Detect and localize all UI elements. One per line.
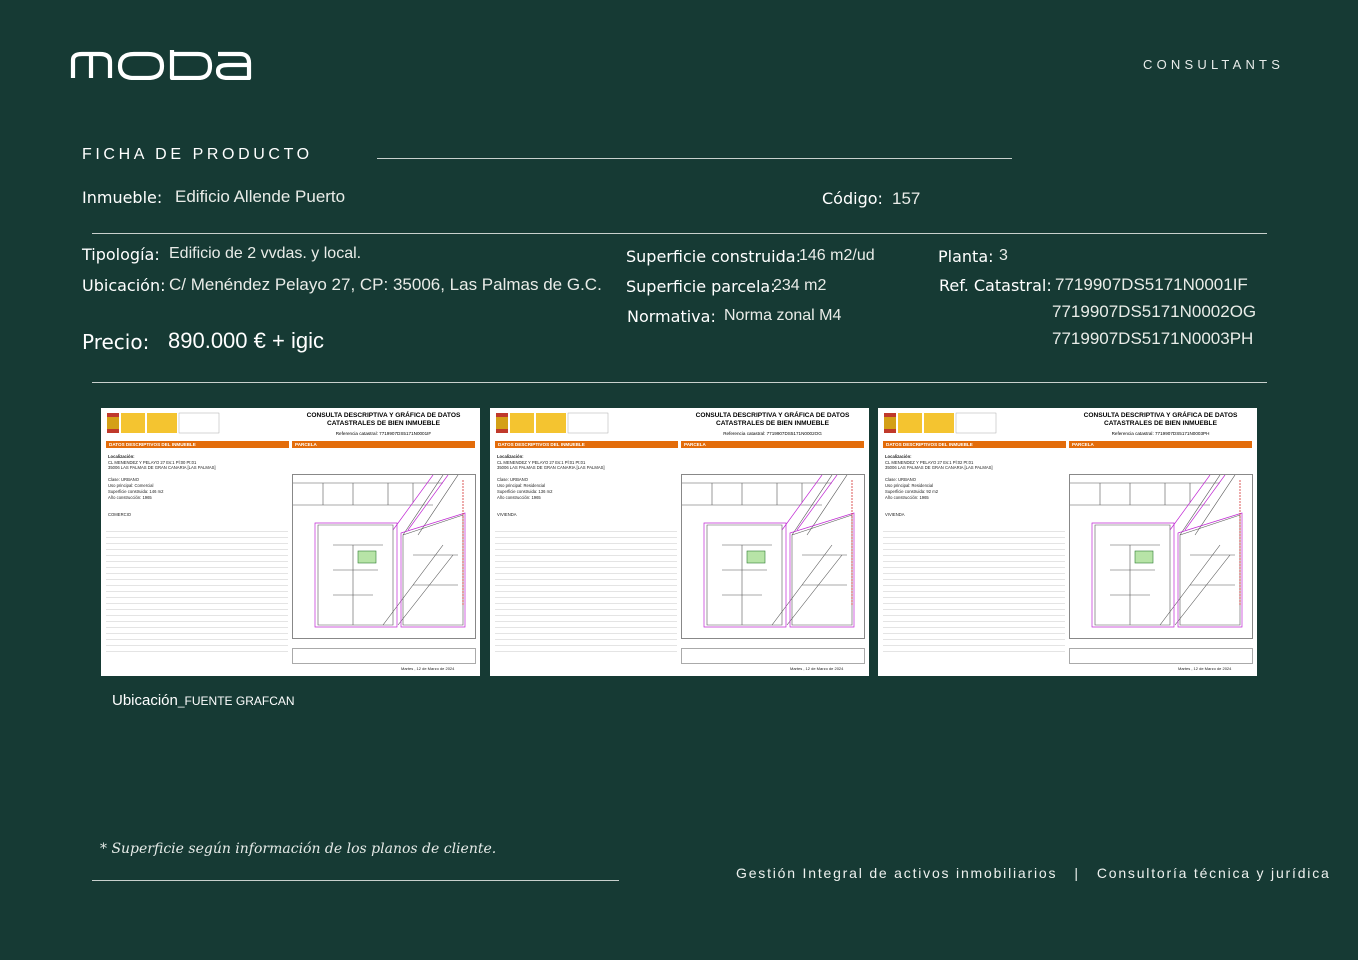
section-bar: DATOS DESCRIPTIVOS DEL INMUEBLE [495, 441, 678, 448]
section-bar: PARCELA [681, 441, 864, 448]
localizacion-label: Localización: [497, 454, 524, 459]
divider [92, 880, 619, 881]
localizacion-label: Localización: [885, 454, 912, 459]
moba-logo [70, 50, 252, 80]
parcel-map [681, 474, 865, 639]
ubicacion-label: Ubicación: [82, 276, 166, 295]
localizacion-value: CL MENENDEZ Y PELAYO 27 Es:1 Pl:01 Pt:01 [497, 460, 586, 465]
document-date: Martes , 12 de Marzo de 2024 [401, 666, 455, 671]
cadastral-document [878, 408, 1257, 676]
document-date: Martes , 12 de Marzo de 2024 [790, 666, 844, 671]
section-bar: DATOS DESCRIPTIVOS DEL INMUEBLE [883, 441, 1066, 448]
clase-line: Clase: URBANO [885, 477, 916, 482]
superficie-line: Superficie construida: 136 m2 [497, 489, 553, 494]
section-bar: PARCELA [292, 441, 475, 448]
inmueble-label: Inmueble: [82, 188, 163, 207]
document-reference: Referencia catastral: 7719907DS5171N0003PH [1111, 431, 1210, 436]
cadastral-document [101, 408, 480, 676]
tipologia-label: Tipología: [82, 245, 160, 264]
divider [92, 233, 1267, 234]
footnote: * Superficie según información de los planos de cliente. [100, 841, 497, 857]
tipologia-value: Edificio de 2 vvdas. y local. [169, 245, 362, 262]
note-box [292, 648, 476, 664]
section-title: FICHA DE PRODUCTO [82, 146, 313, 163]
destino-value: VIVIENDA [885, 512, 905, 517]
clase-line: Clase: URBANO [108, 477, 139, 482]
cp-line: 35006 LAS PALMAS DE GRAN CANARIA [LAS PALMAS] [497, 465, 605, 470]
document-title: CONSULTA DESCRIPTIVA Y GRÁFICA DE DATOS CATASTRALES DE BIEN INMUEBLE [695, 412, 850, 427]
consultants-label: CONSULTANTS [1143, 57, 1285, 72]
parcel-map-drawing [682, 475, 864, 638]
document-title: CONSULTA DESCRIPTIVA Y GRÁFICA DE DATOS CATASTRALES DE BIEN INMUEBLE [306, 412, 461, 427]
ref-catastral-value: 7719907DS5171N0003PH [1052, 329, 1254, 348]
clase-line: Clase: URBANO [497, 477, 528, 482]
anio-line: Año construcción: 1965 [497, 495, 541, 500]
superficie-construida-label: Superficie construida: [626, 247, 801, 266]
superficie-line: Superficie construida: 92 m2 [885, 489, 939, 494]
precio-value: 890.000 € + igic [168, 328, 324, 353]
document-reference: Referencia catastral: 7719907DS5171N0002OG [723, 431, 822, 436]
ubicacion-caption [112, 692, 295, 709]
divider [377, 158, 1012, 159]
inmueble-value: Edificio Allende Puerto [175, 187, 346, 206]
destino-value: COMERCIO [108, 512, 132, 517]
ref-catastral-label: Ref. Catastral: [939, 276, 1052, 295]
footer-tagline: Gestión Integral de activos inmobiliarios | Consultoría técnica y jurídica [736, 865, 1331, 881]
parcel-map-drawing [1070, 475, 1252, 638]
section-bar: DATOS DESCRIPTIVOS DEL INMUEBLE [106, 441, 289, 448]
superficie-parcela-value: 234 m2 [773, 277, 827, 294]
localizacion-value: CL MENENDEZ Y PELAYO 27 Es:1 Pl:02 Pt:01 [885, 460, 974, 465]
parcel-map [1069, 474, 1253, 639]
note-box [1069, 648, 1253, 664]
government-header-icon [494, 411, 614, 437]
parcel-map [292, 474, 476, 639]
divider [92, 382, 1267, 383]
uso-line: Uso principal: Comercial [108, 483, 154, 488]
cp-line: 35006 LAS PALMAS DE GRAN CANARIA [LAS PALMAS] [108, 465, 216, 470]
superficie-parcela-label: Superficie parcela: [626, 277, 776, 296]
superficie-line: Superficie construida: 146 m2 [108, 489, 164, 494]
destino-value: VIVIENDA [497, 512, 517, 517]
anio-line: Año construcción: 1965 [885, 495, 929, 500]
note-box [681, 648, 865, 664]
codigo-label: Código: [822, 189, 883, 208]
ubicacion-caption-source: _FUENTE GRAFCAN [177, 694, 295, 708]
ubicacion-caption-main: Ubicación [112, 692, 178, 709]
uso-line: Uso principal: Residencial [497, 483, 546, 488]
normativa-value: Norma zonal M4 [724, 307, 842, 324]
uso-line: Uso principal: Residencial [885, 483, 934, 488]
anio-line: Año construcción: 1965 [108, 495, 152, 500]
superficie-construida-value: 146 m2/ud [799, 247, 875, 264]
parcel-map-drawing [293, 475, 475, 638]
ref-catastral-value: 7719907DS5171N0002OG [1052, 302, 1257, 321]
document-reference: Referencia catastral: 7719907DS5171N0001IF [335, 431, 432, 436]
localizacion-value: CL MENENDEZ Y PELAYO 27 Es:1 Pl:00 Pt:01 [108, 460, 197, 465]
precio-label: Precio: [82, 330, 150, 354]
document-date: Martes , 12 de Marzo de 2024 [1178, 666, 1232, 671]
ubicacion-value: C/ Menéndez Pelayo 27, CP: 35006, Las Palmas de G.C. [169, 275, 602, 294]
section-bar: PARCELA [1069, 441, 1252, 448]
document-title: CONSULTA DESCRIPTIVA Y GRÁFICA DE DATOS CATASTRALES DE BIEN INMUEBLE [1083, 412, 1238, 427]
data-table [883, 526, 1065, 656]
cp-line: 35006 LAS PALMAS DE GRAN CANARIA [LAS PALMAS] [885, 465, 993, 470]
government-header-icon [882, 411, 1002, 437]
localizacion-label: Localización: [108, 454, 135, 459]
cadastral-document [490, 408, 869, 676]
planta-value: 3 [999, 247, 1008, 264]
data-table [106, 526, 288, 656]
planta-label: Planta: [938, 247, 994, 266]
normativa-label: Normativa: [627, 307, 716, 326]
government-header-icon [105, 411, 225, 437]
data-table [495, 526, 677, 656]
ref-catastral-value: 7719907DS5171N0001IF [1055, 275, 1248, 294]
codigo-value: 157 [892, 189, 921, 208]
